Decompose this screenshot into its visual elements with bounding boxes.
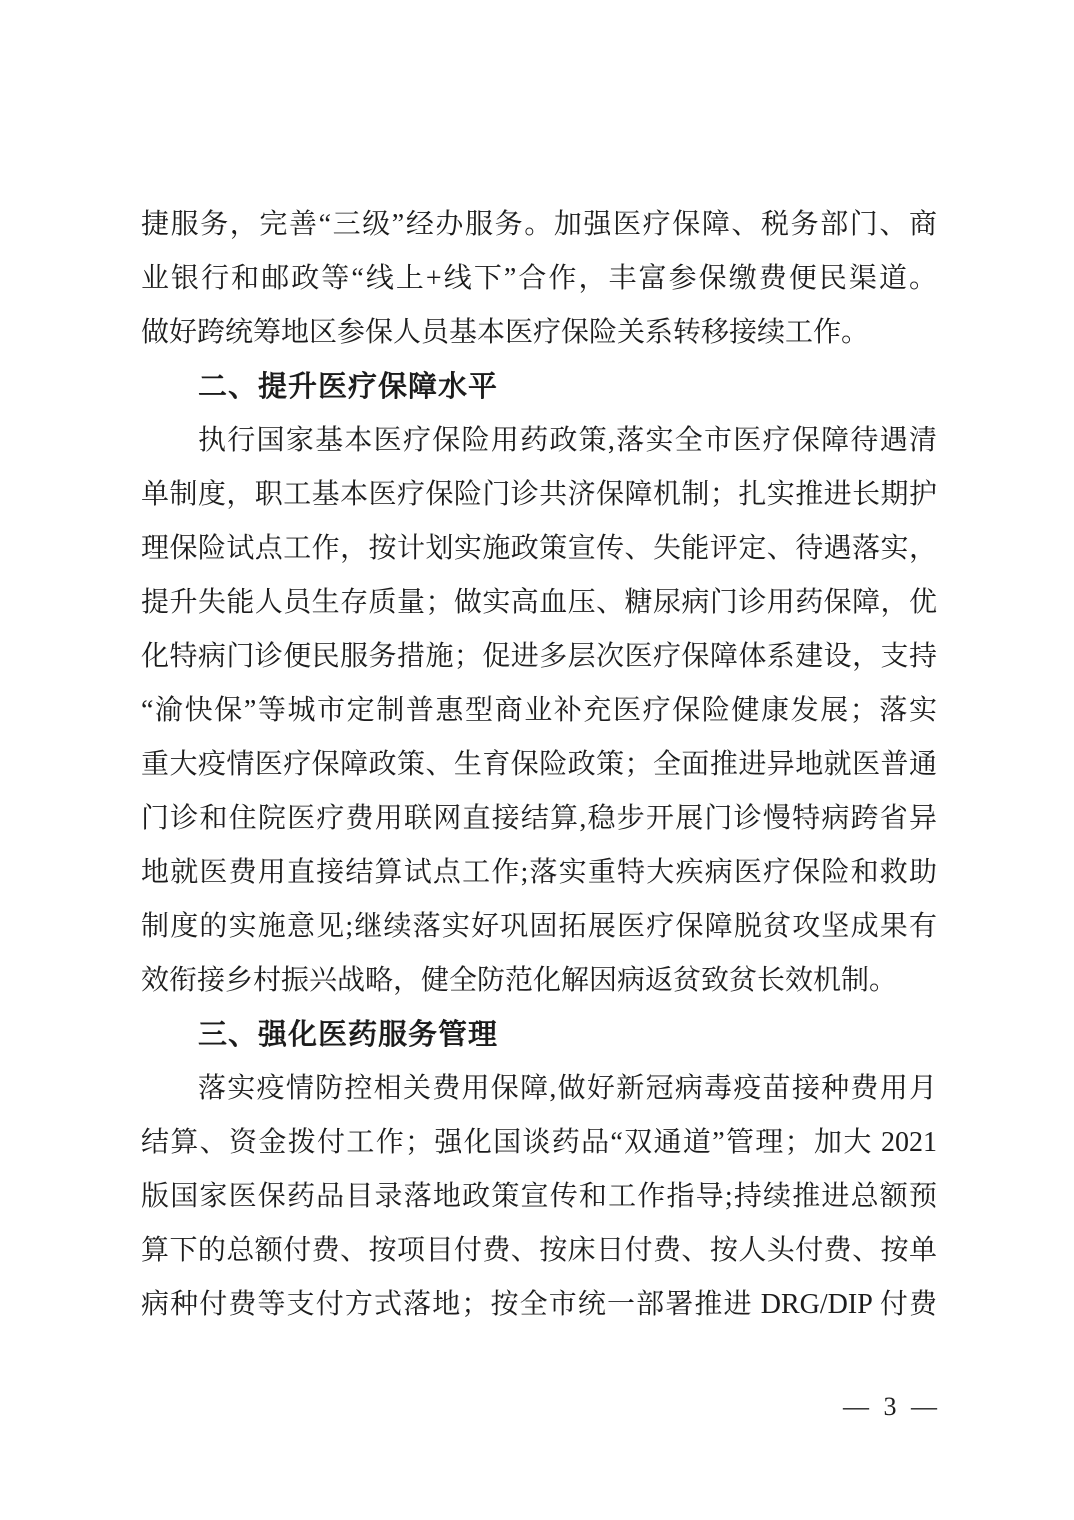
document-text-block bbox=[141, 198, 937, 1332]
text-line: 病种付费等支付方式落地；按全市统一部署推进 DRG/DIP 付费 bbox=[141, 1289, 937, 1320]
section-heading-2: 二、提升医疗保障水平 bbox=[198, 371, 499, 403]
text-line: 捷服务，完善“三级”经办服务。加强医疗保障、税务部门、商 bbox=[141, 209, 937, 240]
text-line: 做好跨统筹地区参保人员基本医疗保险关系转移接续工作。 bbox=[141, 317, 870, 348]
text-line: 门诊和住院医疗费用联网直接结算,稳步开展门诊慢特病跨省异 bbox=[141, 803, 937, 834]
text-line: 理保险试点工作，按计划实施政策宣传、失能评定、待遇落实， bbox=[141, 533, 937, 564]
text-line: 制度的实施意见;继续落实好巩固拓展医疗保障脱贫攻坚成果有 bbox=[141, 911, 937, 942]
text-line: “渝快保”等城市定制普惠型商业补充医疗保险健康发展；落实 bbox=[141, 695, 937, 726]
page-number: — 3 — bbox=[843, 1392, 937, 1421]
text-line: 地就医费用直接结算试点工作;落实重特大疾病医疗保险和救助 bbox=[141, 857, 937, 888]
text-line: 提升失能人员生存质量；做实高血压、糖尿病门诊用药保障，优 bbox=[141, 587, 937, 618]
text-line: 落实疫情防控相关费用保障,做好新冠病毒疫苗接种费用月 bbox=[198, 1073, 937, 1104]
text-line: 算下的总额付费、按项目付费、按床日付费、按人头付费、按单 bbox=[141, 1235, 937, 1266]
text-line: 效衔接乡村振兴战略，健全防范化解因病返贫致贫长效机制。 bbox=[141, 965, 898, 996]
text-line: 化特病门诊便民服务措施；促进多层次医疗保障体系建设，支持 bbox=[141, 641, 937, 672]
text-line: 执行国家基本医疗保险用药政策,落实全市医疗保障待遇清 bbox=[198, 425, 937, 456]
text-line: 单制度，职工基本医疗保险门诊共济保障机制；扎实推进长期护 bbox=[141, 479, 937, 510]
text-line: 版国家医保药品目录落地政策宣传和工作指导;持续推进总额预 bbox=[141, 1181, 937, 1212]
text-line: 业银行和邮政等“线上+线下”合作，丰富参保缴费便民渠道。 bbox=[141, 263, 937, 294]
text-line: 结算、资金拨付工作；强化国谈药品“双通道”管理；加大 2021 bbox=[141, 1127, 937, 1158]
section-heading-3: 三、强化医药服务管理 bbox=[198, 1019, 499, 1051]
text-line: 重大疫情医疗保障政策、生育保险政策；全面推进异地就医普通 bbox=[141, 749, 937, 780]
